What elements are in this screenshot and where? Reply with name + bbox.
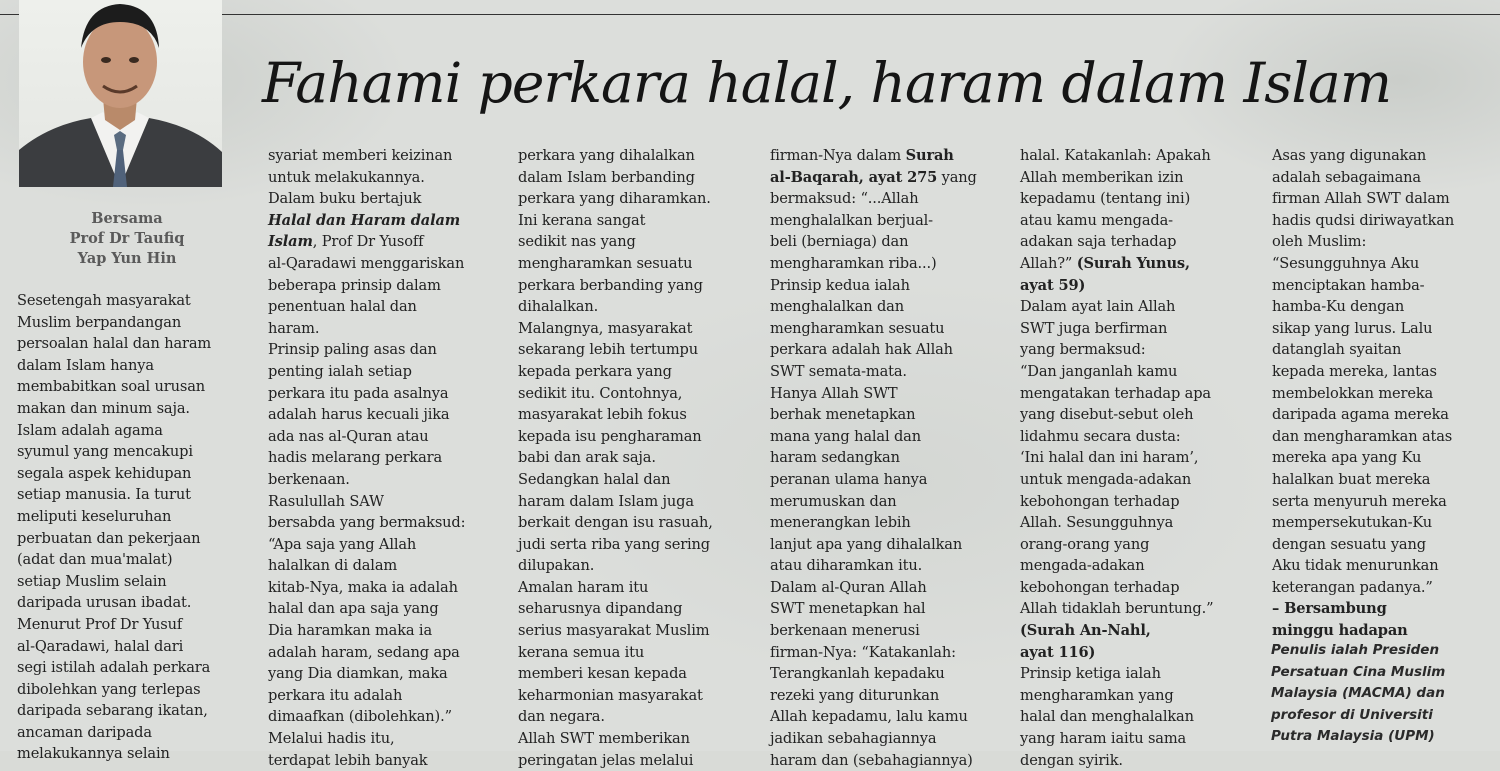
article-text-run: Prinsip ketiga ialah mengharamkan yang halal dan menghalalkan yang haram iaitu sama dengan syirik.: [1020, 665, 1194, 769]
article-text-run: Islam adalah agama syumul yang mencakupi segala aspek kehidupan setiap manusia. Ia turut meliputi keseluruhan perbuatan dan pekerjaan (adat dan mua'malat) setiap Muslim selain daripada urusan ibadat.: [17, 421, 201, 612]
article-text-run: Rasulullah SAW bersabda yang bermaksud: “Apa saja yang Allah halalkan di dalam kitab-Nya, maka ia adalah halal dan apa saja yang Dia haramkan maka ia adalah haram, sedang apa yang Dia diamkan, maka perkara itu adalah dimaafkan (dibolehkan).”: [268, 492, 466, 726]
author-note: Penulis ialah Presiden Persatuan Cina Muslim Malaysia (MACMA) dan profesor di Universiti Putra Malaysia (UPM): [1271, 642, 1446, 744]
article-text-run: Ini kerana sangat sedikit nas yang mengharamkan sesuatu perkara berbanding yang dihalalkan.: [518, 211, 703, 316]
article-column-2: [268, 145, 498, 771]
article-headline: Fahami perkara halal, haram dalam Islam: [262, 51, 1391, 115]
article-text-run: Hanya Allah SWT berhak menetapkan mana yang halal dan haram sedangkan peranan ulama hanya merumuskan dan menerangkan lebih lanjut apa yang dihalalkan atau diharamkan itu.: [770, 384, 963, 575]
article-text-run: Halal dan Haram dalam Islam: [268, 211, 461, 251]
article-text-run: Prinsip kedua ialah menghalalkan dan mengharamkan sesuatu perkara adalah hak Allah SWT semata-mata.: [770, 276, 953, 380]
article-column-1: [17, 290, 242, 765]
article-text-run: Malangnya, masyarakat sekarang lebih tertumpu kepada perkara yang sedikit itu. Contohnya, masyarakat lebih fokus kepada isu pengharaman babi dan arak saja.: [518, 319, 702, 467]
article-column-5: [1020, 145, 1250, 771]
article-text-run: Dalam ayat lain Allah SWT juga berfirman yang bermaksud: “Dan janganlah kamu mengatakan terhadap apa yang disebut-sebut oleh lidahmu secara dusta: ‘Ini halal dan ini haram’, untuk mengada-adakan kebohongan terhadap Allah. Sesungguhnya orang-orang yang mengada-adakan kebohongan terhadap Allah tidaklah beruntung.”: [1020, 298, 1214, 618]
article-text-run: Dalam buku bertajuk: [268, 190, 422, 208]
article-text-run: halal. Katakanlah: Apakah Allah memberikan izin kepadamu (tentang ini) atau kamu mengada- adakan saja terhadap Allah?”: [1020, 147, 1211, 272]
article-text-run: perkara yang dihalalkan dalam Islam berbanding perkara yang diharamkan.: [518, 147, 711, 208]
article-column-4: [770, 145, 1005, 771]
article-text-run: Sesetengah masyarakat Muslim berpandangan persoalan halal dan haram dalam Islam hanya membabitkan soal urusan makan dan minum saja.: [17, 292, 212, 417]
article-text-run: Melalui hadis itu, terdapat lebih banyak: [268, 730, 428, 769]
article-text-run: , Prof Dr Yusoff al-Qaradawi menggariskan beberapa prinsip dalam penentuan halal dan haram.: [268, 233, 465, 337]
article-text-run: Allah SWT memberikan peringatan jelas melalui: [518, 730, 694, 769]
byline: Bersama Prof Dr Taufiq Yap Yun Hin: [69, 210, 185, 267]
article-column-6: [1272, 145, 1498, 642]
article-text-run: (Surah Yunus, ayat 59): [1020, 254, 1190, 294]
article-text-run: yang bermaksud: “...Allah menghalalkan berjual- beli (berniaga) dan mengharamkan riba...): [770, 168, 977, 272]
article-text-run: Asas yang digunakan adalah sebagaimana firman Allah SWT dalam hadis qudsi diriwayatkan oleh Muslim: “Sesungguhnya Aku menciptakan hamba- hamba-Ku dengan sikap yang lurus. Lalu datanglah syaitan kepada mereka, lantas membelokkan mereka daripada agama mereka dan mengharamkan atas mereka apa yang Ku halalkan buat mereka serta menyuruh mereka mempersekutukan-Ku dengan sesuatu yang Aku tidak menurunkan keterangan padanya.”: [1272, 147, 1455, 596]
article-text-run: Menurut Prof Dr Yusuf al-Qaradawi, halal dari segi istilah adalah perkara dibolehkan yang terlepas daripada sebarang ikatan, ancaman daripada melakukannya selain: [17, 615, 211, 763]
article-text-run: syariat memberi keizinan untuk melakukannya.: [268, 147, 453, 186]
article-text-run: Surah al-Baqarah, ayat 275: [770, 147, 954, 186]
top-rule: [0, 14, 1500, 15]
article-text-run: (Surah An-Nahl, ayat 116): [1020, 622, 1151, 661]
article-text-run: Prinsip paling asas dan penting ialah setiap perkara itu pada asalnya adalah harus kecuali jika ada nas al-Quran atau hadis melarang perkara berkenaan.: [268, 341, 450, 488]
article-text-run: Sedangkan halal dan haram dalam Islam juga berkait dengan isu rasuah, judi serta riba yang sering dilupakan.: [518, 470, 713, 575]
author-photo: [19, 0, 222, 187]
article-text-run: firman-Nya dalam: [770, 147, 906, 164]
article-text-run: Amalan haram itu seharusnya dipandang serius masyarakat Muslim kerana semua itu memberi kesan kepada keharmonian masyarakat dan negara.: [518, 578, 710, 726]
article-column-3: [518, 145, 748, 771]
article-text-run: Dalam al-Quran Allah SWT menetapkan hal berkenaan menerusi firman-Nya: “Katakanlah: Terangkanlah kepadaku rezeki yang diturunkan Allah kepadamu, lalu kamu jadikan sebahagiannya haram dan (sebahagiannya): [770, 578, 973, 769]
article-text-run: – Bersambung minggu hadapan: [1272, 600, 1408, 640]
